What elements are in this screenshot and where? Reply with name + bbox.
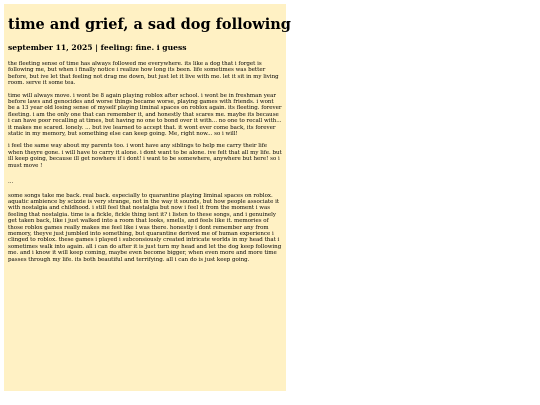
post-paragraph-2: time will always move. i wont be 8 again playing roblox after school. i wont be in freshman year before laws and genocides and worse things became worse, playing games with friends. i wont be a 13 year old losing sense of myself playing liminal spaces on roblox again. its fleeting. forever fleeting. i am the only one that can remember it, and honestly that scares me. maybe its because i can have poor recalling at times, but having no one to bond over it with... no one to recall with... it makes me scared. lonely. ... but ive learned to accept that. it wont ever come back, its forever static in my memory, but something else can keep going. Me, right now... so i will! <box>8 92 282 138</box>
post-title: time and grief, a sad dog following <box>8 16 291 33</box>
post-paragraph-4: some songs take me back. real back. especially to quarantine playing liminal spaces on roblox. aquatic ambience by scizzie is very strange, not in the way it sounds, but how people associate it with nostalgia and childhood. i still feel that nostalgia but now i feel it from the moment i was feeling that nostalgia. time is a fickle, fickle thing isnt it? i listen to these songs, and i genuinely get taken back, like i just walked into a room that looks, smells, and feels like it. memories of those roblox games really makes me feel like i was there. honestly i dont remember any from memory, theyve just jumbled into something, but quarantine derived me of human experience i clinged to roblox. these games i played i subconsiously created intricate worlds in my head that i sometimes walk into again. all i can do after it is just turn my head and let the dog keep following me. and i know it will keep coming, maybe even become bigger, when even more and more time passes through my life. its both beautiful and terrifying. all i can do is just keep going. <box>8 192 282 263</box>
post-date-feeling: september 11, 2025 | feeling: fine. i guess <box>8 43 187 52</box>
post-paragraph-1: the fleeting sense of time has always followed me everywhere. its like a dog that i forget is following me, but when i finally notice i realize how long its been. life sometimes was better before, but ive let that feeling not drag me down, but just let it live with me. let it sit in my living room. serve it some tea. <box>8 61 279 87</box>
post-separator: ... <box>8 179 14 186</box>
journal-page <box>4 4 291 391</box>
post-paragraph-3: i feel the same way about my parents too. i wont have any siblings to help me carry their life when theyre gone. i will have to carry it alone. i dont want to be alone. ive felt that all my life. but ill keep going, because ill get nowhere if i dont! i want to be somewhere, anywhere but here! so i must move ! <box>8 143 282 169</box>
